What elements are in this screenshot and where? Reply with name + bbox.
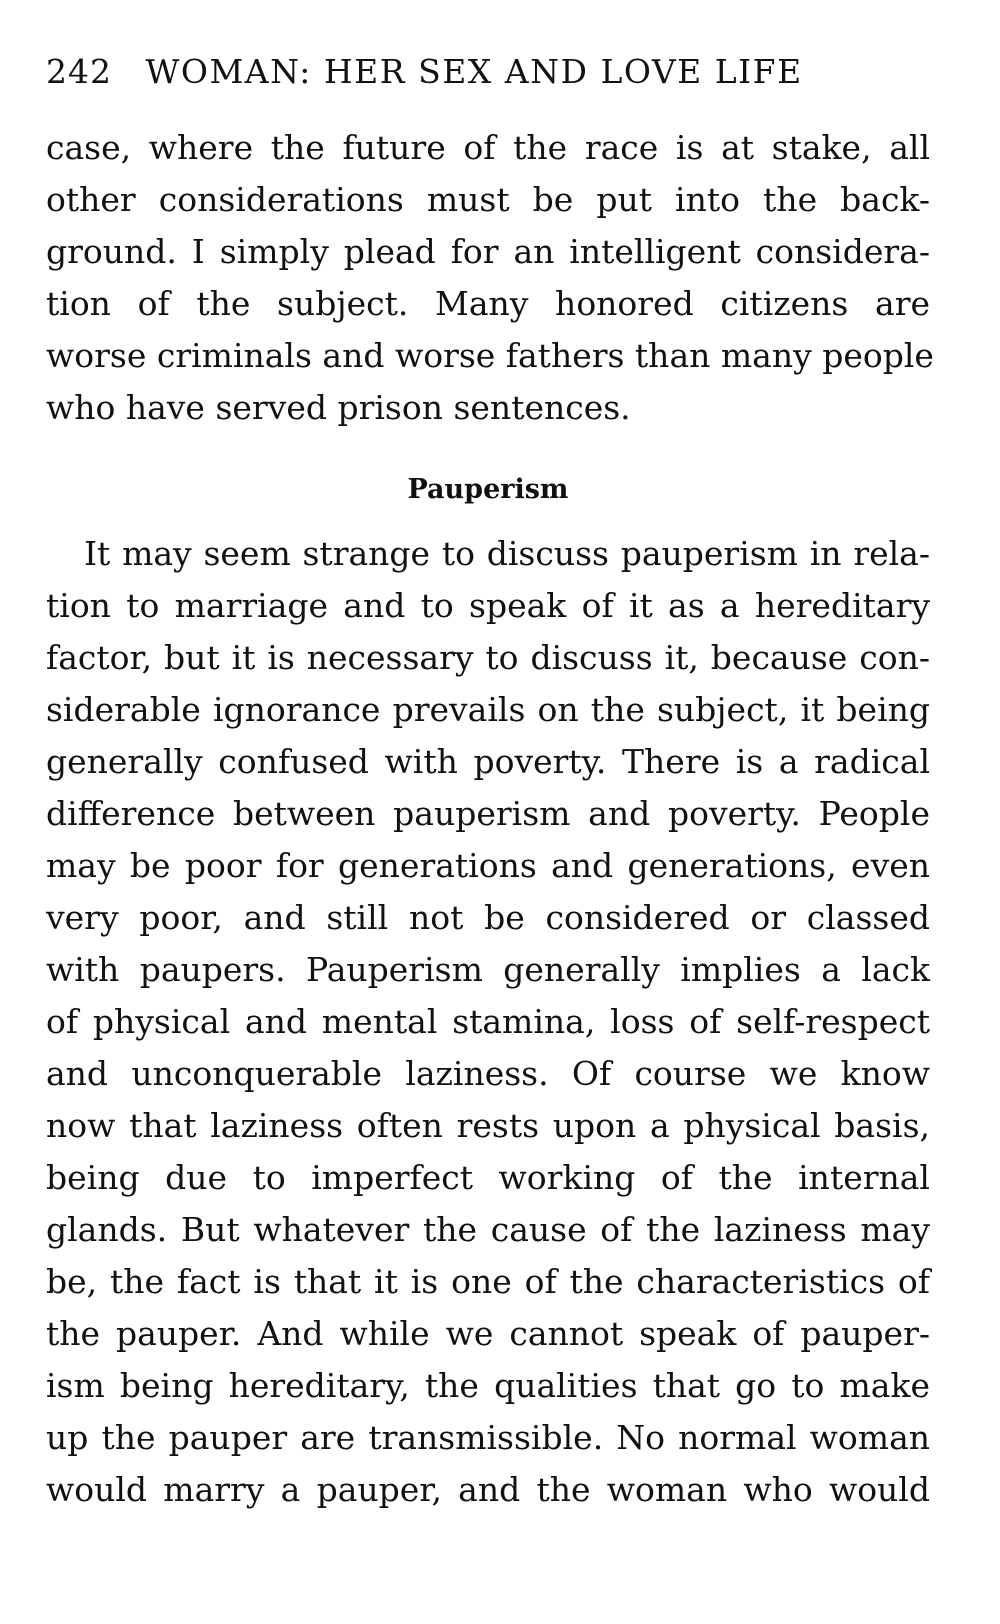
text-line: the pauper. And while we cannot speak of pauper-: [46, 1314, 930, 1353]
text-line: It may seem strange to discuss pauperism in rela-: [84, 534, 930, 573]
text-line: ground. I simply plead for an intelligent considera-: [46, 232, 930, 271]
text-line: now that laziness often rests upon a physical basis,: [46, 1106, 930, 1145]
text-line: very poor, and still not be considered or classed: [46, 898, 930, 937]
text-line: glands. But whatever the cause of the laziness may: [46, 1210, 930, 1249]
text-line: up the pauper are transmissible. No normal woman: [46, 1418, 930, 1457]
text-line: worse criminals and worse fathers than many people: [46, 336, 934, 375]
text-line: case, where the future of the race is at stake, all: [46, 128, 930, 167]
text-line: tion to marriage and to speak of it as a hereditary: [46, 586, 930, 625]
book-title: WOMAN: HER SEX AND LOVE LIFE: [145, 52, 803, 91]
section-heading: Pauperism: [407, 474, 569, 505]
text-line: tion of the subject. Many honored citizens are: [46, 284, 930, 323]
text-line: with paupers. Pauperism generally implies a lack: [46, 950, 930, 989]
text-line: be, the fact is that it is one of the characteristics of: [46, 1262, 930, 1301]
text-line: siderable ignorance prevails on the subject, it being: [46, 690, 930, 729]
text-line: of physical and mental stamina, loss of self-respect: [46, 1002, 930, 1041]
text-line: may be poor for generations and generations, even: [46, 846, 930, 885]
text-line: ism being hereditary, the qualities that go to make: [46, 1366, 930, 1405]
text-line: factor, but it is necessary to discuss it, because con-: [46, 638, 930, 677]
page-number: 242: [46, 52, 112, 91]
running-head: [46, 48, 930, 96]
text-line: who have served prison sentences.: [46, 388, 631, 427]
text-line: being due to imperfect working of the internal: [46, 1158, 930, 1197]
text-line: other considerations must be put into the back-: [46, 180, 930, 219]
text-line: and unconquerable laziness. Of course we know: [46, 1054, 930, 1093]
text-line: would marry a pauper, and the woman who would: [46, 1470, 930, 1509]
text-line: difference between pauperism and poverty. People: [46, 794, 930, 833]
text-line: generally confused with poverty. There is a radical: [46, 742, 930, 781]
